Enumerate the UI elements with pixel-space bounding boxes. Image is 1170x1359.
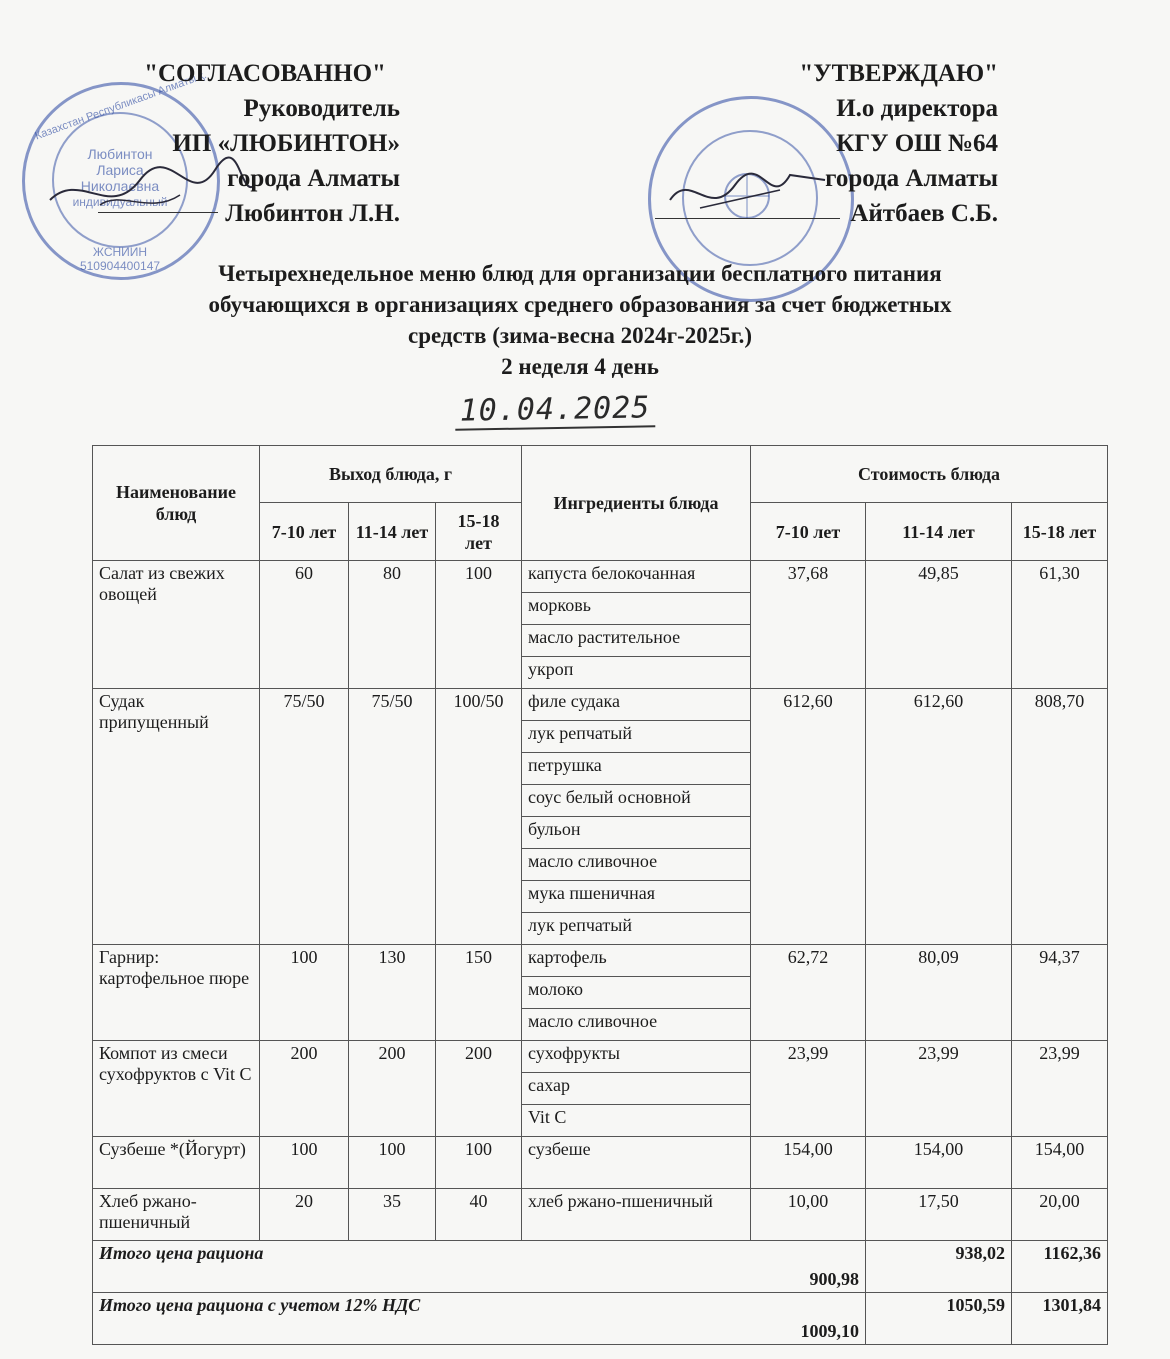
dish-name: Салат из свежих овощей: [93, 561, 260, 689]
dish-cost-7-10: 10,00: [751, 1189, 866, 1241]
header-dish-name: Наименование блюд: [93, 446, 260, 561]
agreed-organization: ИП «ЛЮБИНТОН»: [172, 130, 400, 157]
dish-cost-11-14: 612,60: [866, 689, 1012, 945]
table-row: [93, 1041, 1108, 1073]
total-cost-11-14: 938,02: [866, 1241, 1012, 1293]
title-line-4: 2 неделя 4 день: [501, 354, 659, 379]
ingredient-cell: масло растительное: [522, 625, 751, 657]
total-vat-cost-7-10: 1009,10: [800, 1321, 859, 1341]
title-line-3: средств (зима-весна 2024г-2025г.): [407, 323, 753, 348]
dish-cost-7-10: 612,60: [751, 689, 866, 945]
header-yield-11-14: 11-14 лет: [349, 503, 436, 561]
ingredient-cell: бульон: [522, 817, 751, 849]
ingredient-cell: молоко: [522, 977, 751, 1009]
header-yield-7-10: 7-10 лет: [260, 503, 349, 561]
ingredient-cell: сахар: [522, 1073, 751, 1105]
dish-yield-15-18: 100/50: [436, 689, 522, 945]
stamp-left-line-2: Лариса: [96, 162, 144, 178]
ingredient-cell: сузбеше: [522, 1137, 751, 1189]
ingredient-cell: морковь: [522, 593, 751, 625]
agreed-person: Любинтон Л.Н.: [225, 200, 400, 227]
header-cost: Стоимость блюда: [751, 446, 1108, 503]
title-line-2: обучающихся в организациях среднего образования за счет бюджетных: [208, 292, 952, 317]
total-row: [93, 1241, 1108, 1293]
approved-city: города Алматы: [825, 165, 998, 192]
table-row: [93, 1189, 1108, 1241]
dish-yield-15-18: 100: [436, 561, 522, 689]
approved-organization: КГУ ОШ №64: [836, 130, 998, 157]
dish-cost-11-14: 23,99: [866, 1041, 1012, 1137]
dish-cost-15-18: 154,00: [1012, 1137, 1108, 1189]
table-row: [93, 1137, 1108, 1189]
dish-name: Судак припущенный: [93, 689, 260, 945]
total-label-cell: [93, 1241, 866, 1293]
ingredient-cell: сухофрукты: [522, 1041, 751, 1073]
dish-cost-15-18: 61,30: [1012, 561, 1108, 689]
menu-table-body: [93, 561, 1108, 1241]
ingredient-cell: Vit C: [522, 1105, 751, 1137]
agreed-city: города Алматы: [227, 165, 400, 192]
dish-yield-11-14: 100: [349, 1137, 436, 1189]
dish-cost-15-18: 94,37: [1012, 945, 1108, 1041]
dish-name: Гарнир: картофельное пюре: [93, 945, 260, 1041]
dish-yield-15-18: 200: [436, 1041, 522, 1137]
ingredient-cell: картофель: [522, 945, 751, 977]
approval-block-right: [690, 56, 998, 231]
dish-name: Сузбеше *(Йогурт): [93, 1137, 260, 1189]
dish-cost-7-10: 154,00: [751, 1137, 866, 1189]
ingredient-cell: соус белый основной: [522, 785, 751, 817]
dish-yield-11-14: 200: [349, 1041, 436, 1137]
agreed-title: "СОГЛАСОВАННО": [144, 60, 386, 87]
dish-yield-7-10: 60: [260, 561, 349, 689]
dish-yield-15-18: 40: [436, 1189, 522, 1241]
ingredient-cell: масло сливочное: [522, 1009, 751, 1041]
table-row: [93, 561, 1108, 593]
dish-yield-11-14: 35: [349, 1189, 436, 1241]
ingredient-cell: капуста белокочанная: [522, 561, 751, 593]
stamp-left-line-1: Любинтон: [87, 146, 153, 162]
approved-title: "УТВЕРЖДАЮ": [799, 60, 998, 87]
header-cost-11-14: 11-14 лет: [866, 503, 1012, 561]
title-line-1: Четырехнедельное меню блюд для организации бесплатного питания: [218, 261, 942, 286]
dish-name: Хлеб ржано-пшеничный: [93, 1189, 260, 1241]
ingredient-cell: укроп: [522, 657, 751, 689]
document-title: [80, 258, 1080, 382]
ingredient-cell: мука пшеничная: [522, 881, 751, 913]
stamp-left-line-3: Николаевна: [80, 178, 160, 194]
handwritten-date: 10.04.2025: [455, 390, 656, 430]
dish-yield-7-10: 75/50: [260, 689, 349, 945]
total-cost-15-18: 1162,36: [1012, 1241, 1108, 1293]
header-cost-15-18: 15-18 лет: [1012, 503, 1108, 561]
dish-cost-11-14: 17,50: [866, 1189, 1012, 1241]
ingredient-cell: лук репчатый: [522, 721, 751, 753]
header-yield-15-18: 15-18 лет: [436, 503, 522, 561]
dish-cost-15-18: 23,99: [1012, 1041, 1108, 1137]
total-vat-cost-15-18: 1301,84: [1012, 1293, 1108, 1345]
menu-table: [92, 445, 1108, 1345]
dish-cost-7-10: 37,68: [751, 561, 866, 689]
signature-line-left: [98, 212, 218, 213]
dish-yield-11-14: 75/50: [349, 689, 436, 945]
dish-cost-11-14: 154,00: [866, 1137, 1012, 1189]
dish-cost-15-18: 20,00: [1012, 1189, 1108, 1241]
approval-block-left: [100, 56, 400, 231]
ingredient-cell: масло сливочное: [522, 849, 751, 881]
header-ingredients: Ингредиенты блюда: [522, 446, 751, 561]
ingredient-cell: петрушка: [522, 753, 751, 785]
header-cost-7-10: 7-10 лет: [751, 503, 866, 561]
total-label: Итого цена рациона: [99, 1243, 264, 1263]
total-vat-label-cell: [93, 1293, 866, 1345]
total-cost-7-10: 900,98: [809, 1269, 859, 1289]
stamp-left-bottom: ЖСНИИН: [92, 245, 148, 259]
total-vat-cost-11-14: 1050,59: [866, 1293, 1012, 1345]
dish-cost-15-18: 808,70: [1012, 689, 1108, 945]
approved-person: Айтбаев С.Б.: [850, 200, 998, 227]
approved-position: И.о директора: [836, 95, 998, 122]
table-row: [93, 689, 1108, 721]
stamp-left-line-4: индивидуальный: [72, 195, 168, 209]
dish-yield-15-18: 150: [436, 945, 522, 1041]
ingredient-cell: хлеб ржано-пшеничный: [522, 1189, 751, 1241]
dish-cost-7-10: 62,72: [751, 945, 866, 1041]
dish-yield-11-14: 80: [349, 561, 436, 689]
signature-line-right: [655, 218, 840, 219]
stamp-left-ring-text: Казахстан Республикасы Алматы қ.: [33, 68, 209, 143]
dish-name: Компот из смеси сухофруктов с Vit C: [93, 1041, 260, 1137]
dish-yield-11-14: 130: [349, 945, 436, 1041]
dish-yield-7-10: 100: [260, 945, 349, 1041]
dish-cost-11-14: 49,85: [866, 561, 1012, 689]
header-yield: Выход блюда, г: [260, 446, 522, 503]
total-vat-row: [93, 1293, 1108, 1345]
dish-yield-7-10: 100: [260, 1137, 349, 1189]
total-vat-label: Итого цена рациона с учетом 12% НДС: [99, 1295, 421, 1315]
table-row: [93, 945, 1108, 977]
dish-yield-7-10: 20: [260, 1189, 349, 1241]
dish-yield-7-10: 200: [260, 1041, 349, 1137]
ingredient-cell: лук репчатый: [522, 913, 751, 945]
agreed-position: Руководитель: [243, 95, 400, 122]
ingredient-cell: филе судака: [522, 689, 751, 721]
dish-yield-15-18: 100: [436, 1137, 522, 1189]
stamp-left-number: 510904400147: [79, 259, 161, 273]
dish-cost-7-10: 23,99: [751, 1041, 866, 1137]
dish-cost-11-14: 80,09: [866, 945, 1012, 1041]
